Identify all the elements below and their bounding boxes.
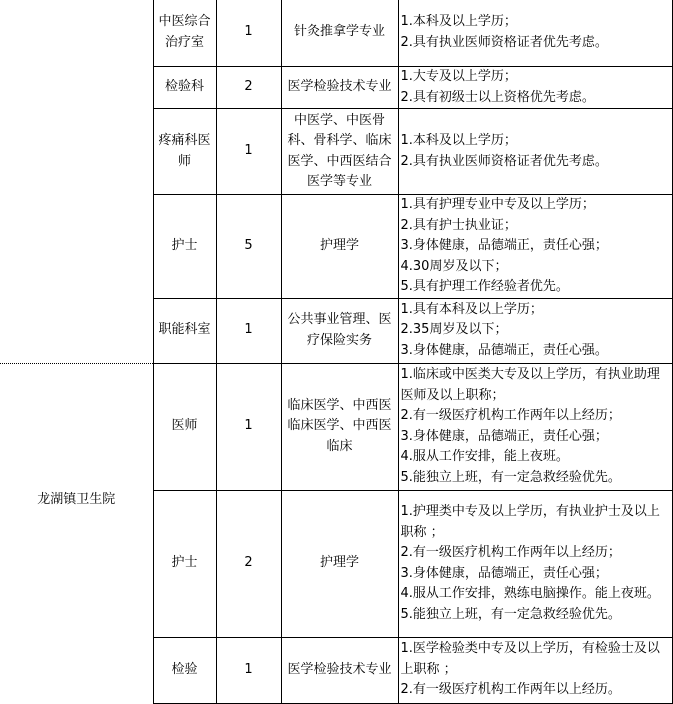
requirements-cell — [398, 0, 672, 67]
position-cell: 中医综合治疗室 — [153, 0, 216, 67]
requirement-line: 2.有一级医疗机构工作两年以上经历； — [400, 545, 621, 560]
requirements-cell — [398, 637, 672, 703]
requirement-line: 1.护理类中专及以上学历，有执业护士及以上职称 ； — [400, 504, 660, 540]
requirement-line: 2.具有执业医师资格证者优先考虑。 — [400, 34, 608, 50]
count-cell: 1 — [216, 109, 281, 195]
count-cell: 5 — [216, 195, 281, 299]
major-cell: 医学检验技术专业 — [281, 637, 398, 703]
position-cell: 疼痛科医师 — [153, 109, 216, 195]
requirement-line: 1.具有护理专业中专及以上学历； — [400, 197, 595, 212]
requirement-line: 1.医学检验类中专及以上学历，有检验士及以上职称 ； — [400, 641, 660, 677]
requirement-line: 1.临床或中医类大专及以上学历，有执业助理医师及以上职称； — [400, 367, 660, 403]
requirements-cell — [398, 67, 672, 109]
major-cell: 中医学、中医骨科、骨科学、临床医学、中西医结合医学等专业 — [281, 109, 398, 195]
table-row — [0, 637, 672, 703]
requirements-cell — [398, 298, 672, 363]
position-cell: 职能科室 — [153, 298, 216, 363]
requirement-line: 1.大专及以上学历； — [400, 69, 517, 84]
major-cell: 护理学 — [281, 195, 398, 299]
position-cell: 医师 — [153, 363, 216, 490]
requirements-cell — [398, 195, 672, 299]
position-cell: 护士 — [153, 490, 216, 637]
requirement-line: 1.具有本科及以上学历； — [400, 301, 543, 317]
requirement-line: 2.具有初级士以上资格优先考虑。 — [400, 89, 595, 105]
unit-cell — [0, 0, 153, 363]
requirement-line: 2.具有护士执业证； — [400, 217, 517, 233]
requirement-line: 5.具有护理工作经验者优先。 — [400, 279, 569, 294]
requirement-line: 4.服从工作安排，能上夜班。 — [400, 449, 569, 464]
major-cell: 临床医学、中西医临床医学、中西医临床 — [281, 363, 398, 490]
count-cell: 2 — [216, 490, 281, 637]
unit-name: 龙湖镇卫生院 — [0, 363, 153, 637]
position-cell: 护士 — [153, 195, 216, 299]
position-cell: 检验 — [153, 637, 216, 703]
requirement-line: 3.身体健康，品德端正，责任心强。 — [400, 342, 608, 358]
table-row — [0, 363, 672, 490]
requirements-cell — [398, 490, 672, 637]
count-cell: 1 — [216, 298, 281, 363]
major-cell: 公共事业管理、医疗保险实务 — [281, 298, 398, 363]
count-cell: 2 — [216, 67, 281, 109]
requirement-line: 3.身体健康，品德端正，责任心强； — [400, 238, 608, 253]
requirement-line: 3.身体健康，品德端正，责任心强； — [400, 428, 608, 444]
count-cell: 1 — [216, 363, 281, 490]
requirement-line: 3.身体健康，品德端正，责任心强； — [400, 565, 608, 581]
count-cell: 1 — [216, 0, 281, 67]
table-row — [0, 0, 672, 67]
requirement-line: 4.服从工作安排，熟练电脑操作。能上夜班。 — [400, 586, 660, 601]
requirement-line: 5.能独立上班，有一定急救经验优先。 — [400, 469, 621, 485]
requirement-line: 2.有一级医疗机构工作两年以上经历； — [400, 408, 621, 423]
requirement-line: 2.35周岁及以下； — [400, 322, 508, 338]
major-cell: 针灸推拿学专业 — [281, 0, 398, 67]
requirement-line: 2.有一级医疗机构工作两年以上经历。 — [400, 682, 621, 698]
requirements-cell — [398, 363, 672, 490]
requirement-line: 1.本科及以上学历； — [400, 133, 517, 148]
position-cell: 检验科 — [153, 67, 216, 109]
unit-cell — [0, 637, 153, 703]
requirement-line: 2.具有执业医师资格证者优先考虑。 — [400, 153, 608, 169]
requirement-line: 1.本科及以上学历； — [400, 14, 517, 29]
major-cell: 护理学 — [281, 490, 398, 637]
requirements-cell — [398, 109, 672, 195]
count-cell: 1 — [216, 637, 281, 703]
major-cell: 医学检验技术专业 — [281, 67, 398, 109]
requirement-line: 5.能独立上班，有一定急救经验优先。 — [400, 606, 621, 622]
requirement-line: 4.30周岁及以下； — [400, 258, 508, 274]
